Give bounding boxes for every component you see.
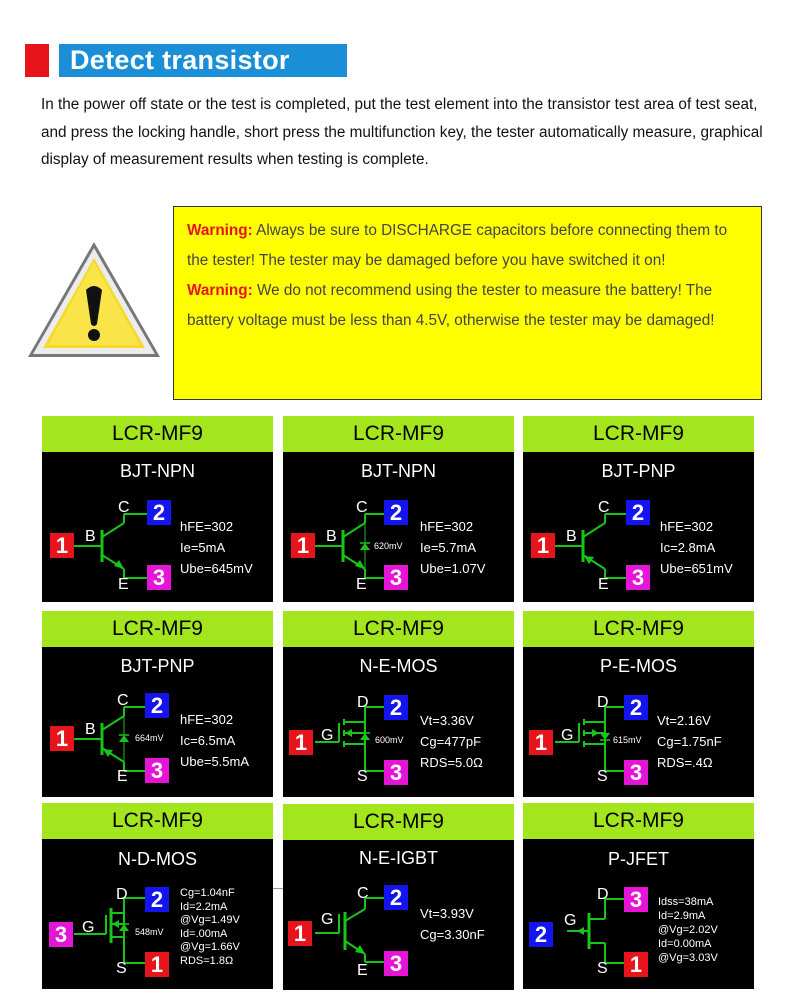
pin-number: 1 <box>624 952 648 977</box>
pin-number: 1 <box>529 730 553 755</box>
measurement-value: Cg=1.04nF <box>180 887 235 899</box>
measurement-value: RDS=5.0Ω <box>420 755 483 770</box>
pin-number: 1 <box>291 533 315 558</box>
pin-number: 3 <box>384 951 408 976</box>
pin-number: 1 <box>289 730 313 755</box>
pin-number: 3 <box>147 565 171 590</box>
pin-number: 3 <box>624 760 648 785</box>
pin-number: 2 <box>384 500 408 525</box>
diode-voltage: 664mV <box>135 733 164 743</box>
panel-header: LCR-MF9 <box>523 416 754 452</box>
diode-voltage: 600mV <box>375 735 404 745</box>
panel-header: LCR-MF9 <box>42 803 273 839</box>
component-type: P-JFET <box>608 849 669 869</box>
measurement-value: Vt=3.36V <box>420 713 474 728</box>
component-type: BJT-NPN <box>360 461 436 481</box>
pin-number: 1 <box>50 533 74 558</box>
panel-n-e-igbt <box>283 804 514 990</box>
panel-bjt-pnp <box>523 416 754 602</box>
pin-number: 3 <box>49 922 73 947</box>
measurement-value: Ube=651mV <box>660 561 733 576</box>
pin-number: 1 <box>50 726 74 751</box>
terminal-label: G <box>321 911 334 928</box>
panel-bjt-pnp-diode <box>42 611 273 797</box>
measurement-value: Idss=38mA <box>658 896 714 908</box>
measurement-value: @Vg=3.03V <box>658 952 718 964</box>
pin-number: 2 <box>384 885 408 910</box>
terminal-label: C <box>118 499 130 516</box>
pin-number: 1 <box>288 921 312 946</box>
measurement-value: Ie=5mA <box>180 540 226 555</box>
terminal-label: C <box>357 885 369 902</box>
terminal-label: S <box>116 960 127 977</box>
measurement-value: Id=0.00mA <box>658 938 712 950</box>
measurement-value: Cg=1.75nF <box>657 734 722 749</box>
terminal-label: E <box>118 576 129 593</box>
measurement-value: Id=.00mA <box>180 927 228 940</box>
terminal-label: S <box>597 768 608 785</box>
panel-n-e-mos <box>283 611 514 797</box>
pin-number: 3 <box>384 760 408 785</box>
warning-one <box>187 216 749 276</box>
pin-number: 3 <box>626 565 650 590</box>
terminal-label: E <box>356 576 367 593</box>
terminal-label: C <box>356 499 368 516</box>
terminal-label: S <box>357 768 368 785</box>
component-type: N-D-MOS <box>118 849 197 869</box>
measurement-value: hFE=302 <box>180 519 234 534</box>
terminal-label: G <box>321 727 334 744</box>
measurement-value: Ube=5.5mA <box>180 754 250 769</box>
terminal-label: G <box>82 919 95 936</box>
page-title: Detect transistor <box>70 45 290 75</box>
pin-number: 2 <box>624 695 648 720</box>
diode-voltage: 548mV <box>135 927 164 937</box>
diode-voltage: 620mV <box>374 541 403 551</box>
measurement-value: hFE=302 <box>660 519 714 534</box>
measurement-value: hFE=302 <box>420 519 474 534</box>
measurement-value: Vt=3.93V <box>420 906 474 921</box>
warning-two <box>187 276 749 336</box>
terminal-label: B <box>326 528 337 545</box>
terminal-label: C <box>117 692 129 709</box>
component-type: N-E-IGBT <box>359 848 438 868</box>
panel-p-e-mos <box>523 611 754 797</box>
pin-number: 3 <box>624 887 648 912</box>
measurement-value: @Vg=1.49V <box>180 914 240 926</box>
measurement-value: Ube=1.07V <box>420 561 486 576</box>
warning-box <box>173 206 762 400</box>
terminal-label: D <box>116 886 128 903</box>
terminal-label: D <box>597 694 609 711</box>
warning-text: Always be sure to DISCHARGE capacitors before connecting them to the tester! The tester may be damaged before you have switched it on! <box>187 222 728 269</box>
panel-n-d-mos <box>42 803 273 989</box>
terminal-label: E <box>598 576 609 593</box>
pin-number: 2 <box>626 500 650 525</box>
component-type: BJT-PNP <box>120 656 195 676</box>
measurement-value: Ic=2.8mA <box>660 540 716 555</box>
panel-header: LCR-MF9 <box>42 611 273 647</box>
warning-label: Warning: <box>187 222 253 239</box>
measurement-value: Id=2.2mA <box>180 900 228 913</box>
warning-triangle-icon <box>24 238 164 362</box>
panel-header: LCR-MF9 <box>283 611 514 647</box>
measurement-value: Cg=477pF <box>420 734 482 749</box>
terminal-label: B <box>85 528 96 545</box>
measurement-value: @Vg=2.02V <box>658 924 718 936</box>
panel-header: LCR-MF9 <box>42 416 273 452</box>
intro-paragraph: In the power off state or the test is completed, put the test element into the transistor test area of test seat, and press the locking handle, short press the multifunction key, the tester automatically measure, graphical display of measurement results when testing is complete. <box>41 96 763 168</box>
pin-number: 2 <box>529 922 553 947</box>
pin-number: 2 <box>145 693 169 718</box>
pin-number: 2 <box>384 695 408 720</box>
terminal-label: D <box>597 886 609 903</box>
measurement-value: hFE=302 <box>180 712 234 727</box>
terminal-label: C <box>598 499 610 516</box>
measurement-value: RDS=1.8Ω <box>180 954 234 967</box>
terminal-label: B <box>566 528 577 545</box>
measurement-value: Ic=6.5mA <box>180 733 236 748</box>
component-type: BJT-NPN <box>119 461 195 481</box>
panel-p-jfet <box>523 803 754 989</box>
diode-voltage: 615mV <box>613 735 642 745</box>
pin-number: 1 <box>531 533 555 558</box>
terminal-label: E <box>357 962 368 979</box>
pin-number: 3 <box>384 565 408 590</box>
terminal-label: E <box>117 768 128 785</box>
terminal-label: S <box>597 960 608 977</box>
measurement-value: Ube=645mV <box>180 561 253 576</box>
pin-number: 3 <box>145 758 169 783</box>
terminal-label: G <box>564 912 577 929</box>
panel-bjt-npn-diode <box>283 416 514 602</box>
measurement-value: Id=2.9mA <box>658 910 706 922</box>
measurement-value: RDS=.4Ω <box>657 755 713 770</box>
terminal-label: G <box>561 727 574 744</box>
measurement-value: Cg=3.30nF <box>420 927 485 942</box>
pin-number: 1 <box>145 952 169 977</box>
measurement-value: @Vg=1.66V <box>180 941 240 953</box>
warning-text: We do not recommend using the tester to measure the battery! The battery voltage must be less than 4.5V, otherwise the tester may be damaged! <box>187 282 715 329</box>
panel-header: LCR-MF9 <box>523 611 754 647</box>
panel-header: LCR-MF9 <box>283 416 514 452</box>
panel-bjt-npn <box>42 416 273 602</box>
title-marker <box>25 44 49 77</box>
measurement-value: Vt=2.16V <box>657 713 711 728</box>
component-type: BJT-PNP <box>601 461 676 481</box>
panel-header: LCR-MF9 <box>523 803 754 839</box>
panel-header: LCR-MF9 <box>283 804 514 840</box>
pin-number: 2 <box>147 500 171 525</box>
terminal-label: B <box>85 721 96 738</box>
component-type: P-E-MOS <box>599 656 677 676</box>
warning-label: Warning: <box>187 282 253 299</box>
pin-number: 2 <box>145 887 169 912</box>
terminal-label: D <box>357 694 369 711</box>
component-type: N-E-MOS <box>359 656 438 676</box>
measurement-value: Ie=5.7mA <box>420 540 477 555</box>
